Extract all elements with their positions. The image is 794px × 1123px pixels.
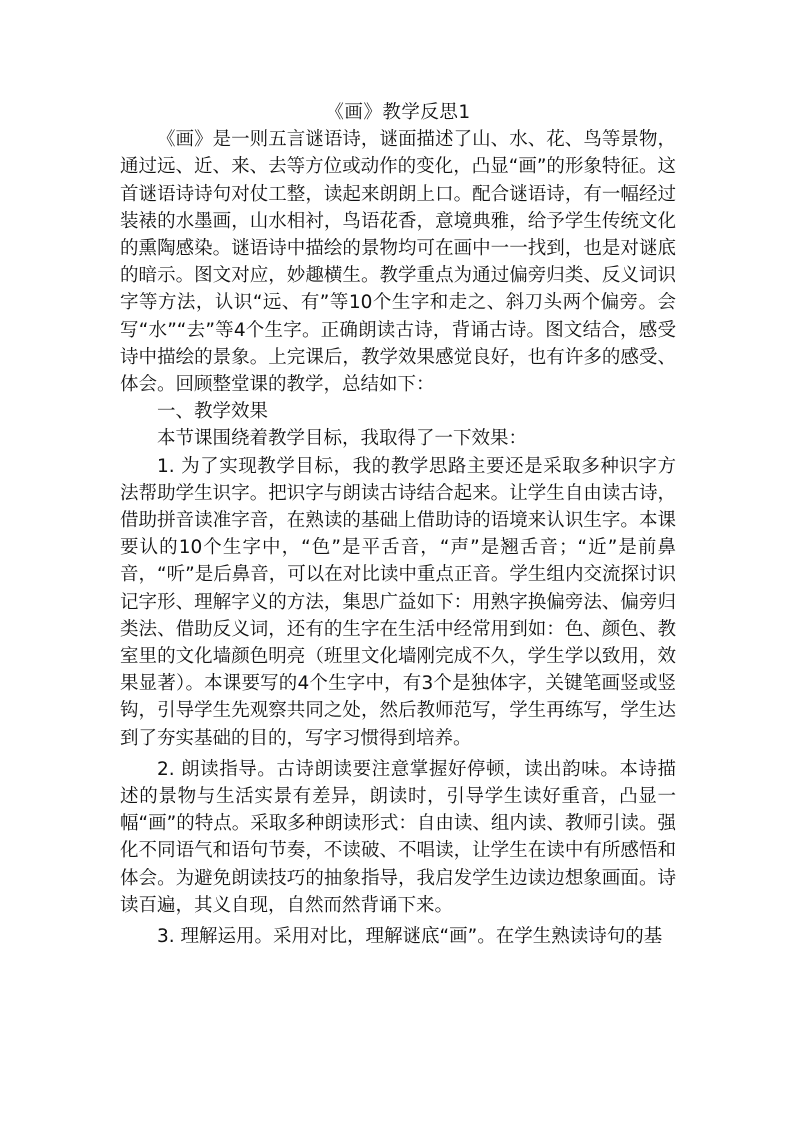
paragraph-point-2: 2. 朗读指导。古诗朗读要注意掌握好停顿，读出韵味。本诗描述的景物与生活实景有差异，朗读时，引导学生读好重音，凸显一幅“画”的特点。采取多种朗读形式：自由读、组内读、教师引读。强化不同语气和语句节奏，不读破、不唱读，让学生在读中有所感悟和体会。为避免朗读技巧的抽象指导，我启发学生边读边想象画面。诗读百遍，其义自现，自然而然背诵下来。 [120, 758, 676, 916]
paragraph-intro: 《画》是一则五言谜语诗，谜面描述了山、水、花、鸟等景物，通过远、近、来、去等方位或动作的变化，凸显“画”的形象特征。这首谜语诗诗句对仗工整，读起来朗朗上口。配合谜语诗，有一幅经过装裱的水墨画，山水相衬，鸟语花香，意境典雅，给予学生传统文化的熏陶感染。谜语诗中描绘的景物均可在画中一一找到，也是对谜底的暗示。图文对应，妙趣横生。教学重点为通过偏旁归类、反义词识字等方法，认识“远、有”等10个生字和走之、斜刀头两个偏旁。会写“水”“去”等4个生字。正确朗读古诗，背诵古诗。图文结合，感受诗中描绘的景象。上完课后，教学效果感觉良好，也有许多的感受、体会。回顾整堂课的教学，总结如下： [120, 129, 676, 396]
document-body [120, 99, 676, 950]
paragraph-point-1: 1. 为了实现教学目标，我的教学思路主要还是采取多种识字方法帮助学生识字。把识字与朗读古诗结合起来。让学生自由读古诗，借助拼音读准字音，在熟读的基础上借助诗的语境来认识生字。本课要认的10个生字中，“色”是平舌音，“声”是翘舌音；“近”是前鼻音，“听”是后鼻音，可以在对比读中重点正音。学生组内交流探讨识记字形、理解字义的方法，集思广益如下：用熟字换偏旁法、偏旁归类法、借助反义词，还有的生字在生活中经常用到如：色、颜色、教室里的文化墙颜色明亮（班里文化墙刚完成不久，学生学以致用，效果显著）。本课要写的4个生字中，有3个是独体字，关键笔画竖或竖钩，引导学生先观察共同之处，然后教师范写，学生再练写，学生达到了夯实基础的目的，写字习惯得到培养。 [120, 455, 676, 749]
paragraph-effect-summary: 本节课围绕着教学目标，我取得了一下效果： [157, 428, 528, 450]
paragraph-point-3: 3. 理解运用。采用对比，理解谜底“画”。在学生熟读诗句的基 [157, 926, 663, 948]
document-title: 《画》教学反思1 [325, 102, 471, 123]
section-heading-teaching-effect: 一、教学效果 [157, 401, 269, 423]
